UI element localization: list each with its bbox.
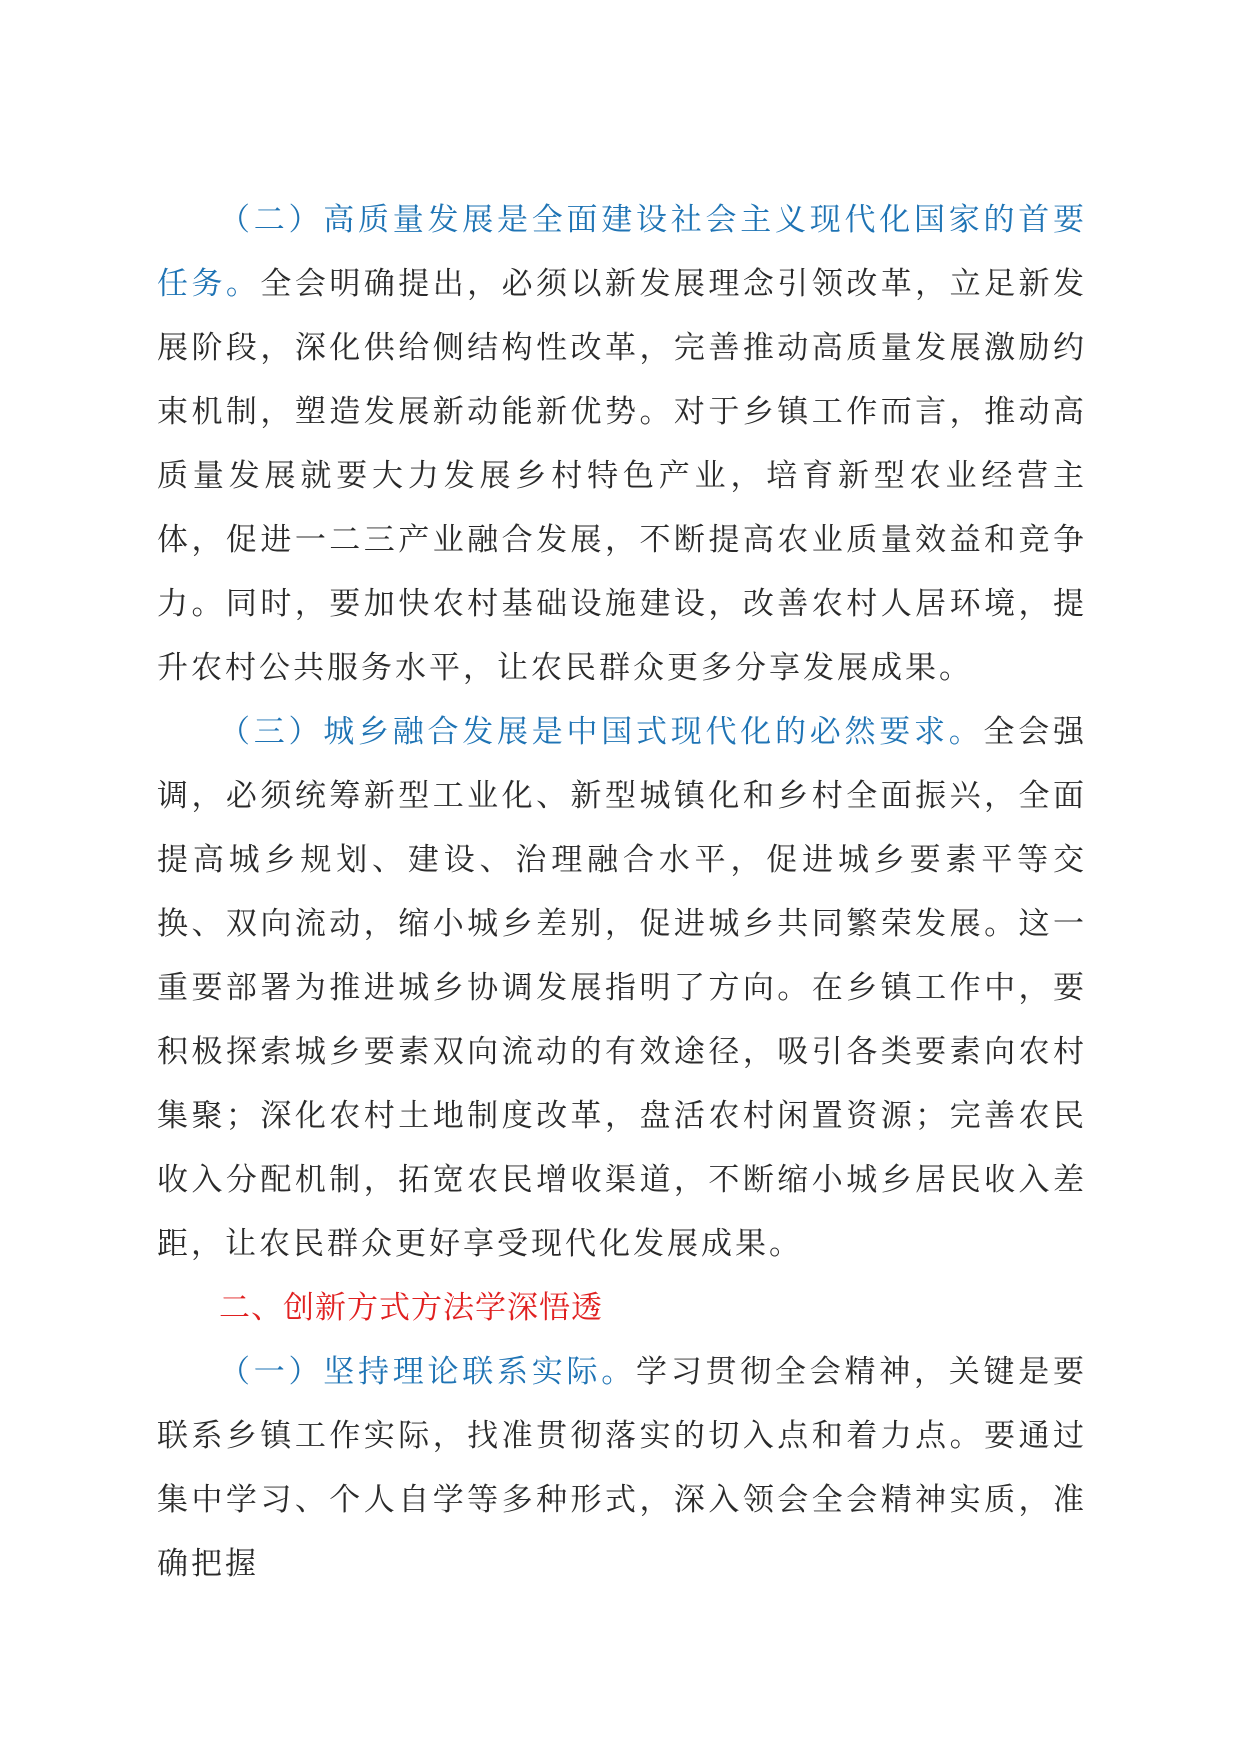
paragraph-urban-rural-integration: [157, 700, 1087, 1276]
paragraph-high-quality-development: [157, 188, 1087, 700]
paragraph-theory-practice: [157, 1340, 1087, 1596]
paragraph-body: 全会强调，必须统筹新型工业化、新型城镇化和乡村全面振兴，全面提高城乡规划、建设、治理融合水平，促进城乡要素平等交换、双向流动，缩小城乡差别，促进城乡共同繁荣发展。这一重要部署为推进城乡协调发展指明了方向。在乡镇工作中，要积极探索城乡要素双向流动的有效途径，吸引各类要素向农村集聚；深化农村土地制度改革，盘活农村闲置资源；完善农民收入分配机制，拓宽农民增收渠道，不断缩小城乡居民收入差距，让农民群众更好享受现代化发展成果。: [157, 714, 1087, 1262]
paragraph-body: 全会明确提出，必须以新发展理念引领改革，立足新发展阶段，深化供给侧结构性改革，完善推动高质量发展激励约束机制，塑造发展新动能新优势。对于乡镇工作而言，推动高质量发展就要大力发展乡村特色产业，培育新型农业经营主体，促进一二三产业融合发展，不断提高农业质量效益和竞争力。同时，要加快农村基础设施建设，改善农村人居环境，提升农村公共服务水平，让农民群众更多分享发展成果。: [157, 266, 1088, 686]
paragraph-lead: （三）城乡融合发展是中国式现代化的必然要求。: [219, 714, 984, 750]
section-heading: 二、创新方式方法学深悟透: [219, 1290, 603, 1326]
paragraph-lead: （一）坚持理论联系实际。: [219, 1354, 636, 1390]
paragraph-body: 学习贯彻全会精神，关键是要联系乡镇工作实际，找准贯彻落实的切入点和着力点。要通过集中学习、个人自学等多种形式，深入领会全会精神实质，准确把握: [157, 1354, 1087, 1582]
paragraph-lead: （二）高质量发展是全面建设社会主义现代化国家的首要任务。: [157, 202, 1087, 302]
document-body: [157, 188, 1087, 1596]
